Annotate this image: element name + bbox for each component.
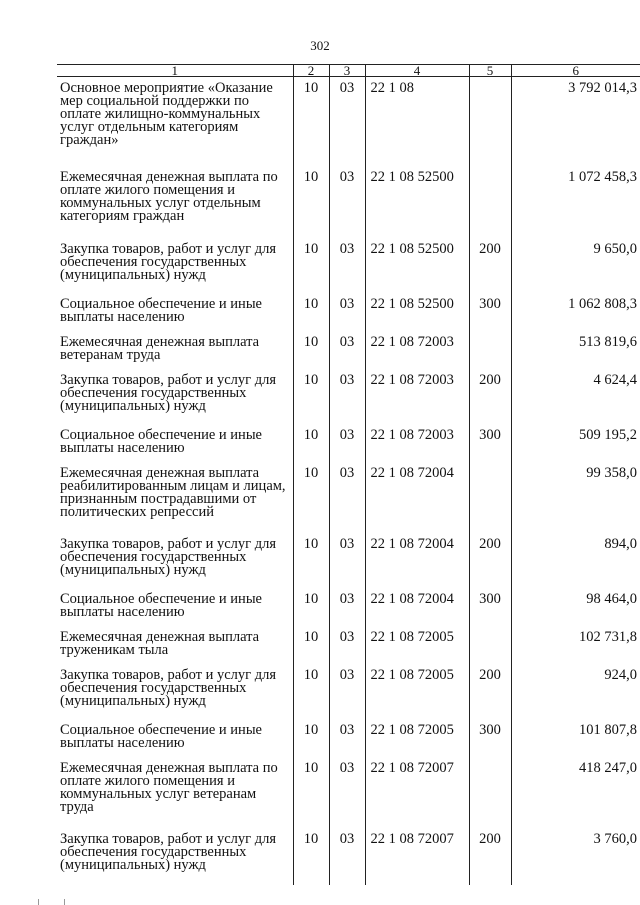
row-target-code: 22 1 08 52500 — [365, 166, 469, 238]
row-expense-type: 300 — [469, 588, 511, 626]
row-name: Закупка товаров, работ и услуг для обеспечения государственных (муниципальных) нужд — [60, 536, 277, 578]
table-row — [57, 664, 640, 719]
row-subsection: 03 — [329, 166, 365, 238]
row-target-code: 22 1 08 72003 — [365, 331, 469, 369]
row-name: Закупка товаров, работ и услуг для обеспечения государственных (муниципальных) нужд — [60, 372, 277, 414]
table-body — [57, 77, 640, 886]
row-amount: 3 760,0 — [511, 828, 640, 885]
row-amount: 509 195,2 — [511, 424, 640, 462]
row-name: Социальное обеспечение и иные выплаты населению — [60, 427, 262, 456]
row-subsection: 03 — [329, 331, 365, 369]
row-expense-type: 300 — [469, 424, 511, 462]
table-row — [57, 462, 640, 533]
column-header-6: 6 — [511, 65, 640, 77]
table-row — [57, 331, 640, 369]
row-target-code: 22 1 08 72005 — [365, 719, 469, 757]
row-expense-type — [469, 757, 511, 828]
table-row — [57, 369, 640, 424]
row-expense-type — [469, 462, 511, 533]
row-expense-type — [469, 626, 511, 664]
row-amount: 98 464,0 — [511, 588, 640, 626]
row-subsection: 03 — [329, 828, 365, 885]
row-expense-type: 200 — [469, 238, 511, 293]
row-name: Социальное обеспечение и иные выплаты населению — [60, 296, 262, 325]
scan-mark — [64, 899, 65, 905]
row-section: 10 — [293, 719, 329, 757]
row-section: 10 — [293, 664, 329, 719]
row-subsection: 03 — [329, 626, 365, 664]
table-row — [57, 424, 640, 462]
row-subsection: 03 — [329, 238, 365, 293]
row-expense-type: 300 — [469, 293, 511, 331]
row-section: 10 — [293, 293, 329, 331]
row-section: 10 — [293, 369, 329, 424]
table-row — [57, 719, 640, 757]
row-section: 10 — [293, 462, 329, 533]
row-section: 10 — [293, 77, 329, 167]
row-name: Социальное обеспечение и иные выплаты населению — [60, 591, 262, 620]
table-row — [57, 588, 640, 626]
scan-edge-marks — [0, 899, 640, 905]
row-section: 10 — [293, 166, 329, 238]
row-amount: 4 624,4 — [511, 369, 640, 424]
row-amount: 3 792 014,3 — [511, 77, 640, 167]
row-amount: 99 358,0 — [511, 462, 640, 533]
row-section: 10 — [293, 588, 329, 626]
table-row — [57, 238, 640, 293]
row-target-code: 22 1 08 72004 — [365, 588, 469, 626]
row-expense-type: 200 — [469, 533, 511, 588]
row-name: Ежемесячная денежная выплата по оплате жилого помещения и коммунальных услуг отдельным категориям граждан — [60, 169, 278, 224]
row-section: 10 — [293, 757, 329, 828]
column-header-2: 2 — [293, 65, 329, 77]
row-amount: 513 819,6 — [511, 331, 640, 369]
row-name: Закупка товаров, работ и услуг для обеспечения государственных (муниципальных) нужд — [60, 241, 277, 283]
row-subsection: 03 — [329, 462, 365, 533]
row-target-code: 22 1 08 72005 — [365, 626, 469, 664]
row-amount: 1 072 458,3 — [511, 166, 640, 238]
row-subsection: 03 — [329, 719, 365, 757]
row-target-code: 22 1 08 72003 — [365, 369, 469, 424]
row-expense-type: 200 — [469, 828, 511, 885]
column-header-3: 3 — [329, 65, 365, 77]
table-row — [57, 828, 640, 885]
row-amount: 894,0 — [511, 533, 640, 588]
table-row — [57, 626, 640, 664]
scan-mark — [38, 899, 39, 905]
budget-table — [57, 64, 640, 885]
row-amount: 9 650,0 — [511, 238, 640, 293]
row-target-code: 22 1 08 72007 — [365, 828, 469, 885]
row-section: 10 — [293, 331, 329, 369]
row-section: 10 — [293, 828, 329, 885]
row-section: 10 — [293, 424, 329, 462]
row-expense-type — [469, 331, 511, 369]
row-subsection: 03 — [329, 664, 365, 719]
row-subsection: 03 — [329, 757, 365, 828]
row-name: Закупка товаров, работ и услуг для обеспечения государственных (муниципальных) нужд — [60, 667, 277, 709]
row-section: 10 — [293, 238, 329, 293]
row-subsection: 03 — [329, 293, 365, 331]
column-header-4: 4 — [365, 65, 469, 77]
table-row — [57, 166, 640, 238]
row-expense-type: 300 — [469, 719, 511, 757]
table-row — [57, 77, 640, 167]
page-number: 302 — [310, 38, 330, 53]
row-subsection: 03 — [329, 369, 365, 424]
row-target-code: 22 1 08 — [365, 77, 469, 167]
row-name: Социальное обеспечение и иные выплаты населению — [60, 722, 262, 751]
row-target-code: 22 1 08 72003 — [365, 424, 469, 462]
table-row — [57, 293, 640, 331]
row-amount: 102 731,8 — [511, 626, 640, 664]
row-target-code: 22 1 08 52500 — [365, 238, 469, 293]
row-target-code: 22 1 08 72004 — [365, 533, 469, 588]
row-subsection: 03 — [329, 588, 365, 626]
table-row — [57, 533, 640, 588]
row-amount: 1 062 808,3 — [511, 293, 640, 331]
row-amount: 924,0 — [511, 664, 640, 719]
row-amount: 101 807,8 — [511, 719, 640, 757]
row-target-code: 22 1 08 72004 — [365, 462, 469, 533]
row-section: 10 — [293, 533, 329, 588]
table-row — [57, 757, 640, 828]
row-section: 10 — [293, 626, 329, 664]
row-name: Ежемесячная денежная выплата труженикам тыла — [60, 629, 260, 658]
column-header-1: 1 — [57, 65, 293, 77]
row-expense-type: 200 — [469, 369, 511, 424]
row-expense-type — [469, 77, 511, 167]
row-expense-type: 200 — [469, 664, 511, 719]
row-name: Ежемесячная денежная выплата по оплате жилого помещения и коммунальных услуг ветеранам труда — [60, 760, 278, 815]
row-subsection: 03 — [329, 533, 365, 588]
row-target-code: 22 1 08 52500 — [365, 293, 469, 331]
row-subsection: 03 — [329, 424, 365, 462]
row-target-code: 22 1 08 72007 — [365, 757, 469, 828]
row-amount: 418 247,0 — [511, 757, 640, 828]
row-name: Ежемесячная денежная выплата реабилитированным лицам и лицам, признанным пострадавшими от политических репрессий — [60, 465, 286, 520]
row-name: Закупка товаров, работ и услуг для обеспечения государственных (муниципальных) нужд — [60, 831, 277, 873]
header-row — [57, 65, 640, 77]
row-target-code: 22 1 08 72005 — [365, 664, 469, 719]
column-header-5: 5 — [469, 65, 511, 77]
row-name: Ежемесячная денежная выплата ветеранам труда — [60, 334, 260, 363]
row-subsection: 03 — [329, 77, 365, 167]
row-name: Основное мероприятие «Оказание мер социальной поддержки по оплате жилищно-коммунальных услуг отдельным категориям граждан» — [60, 80, 273, 148]
row-expense-type — [469, 166, 511, 238]
